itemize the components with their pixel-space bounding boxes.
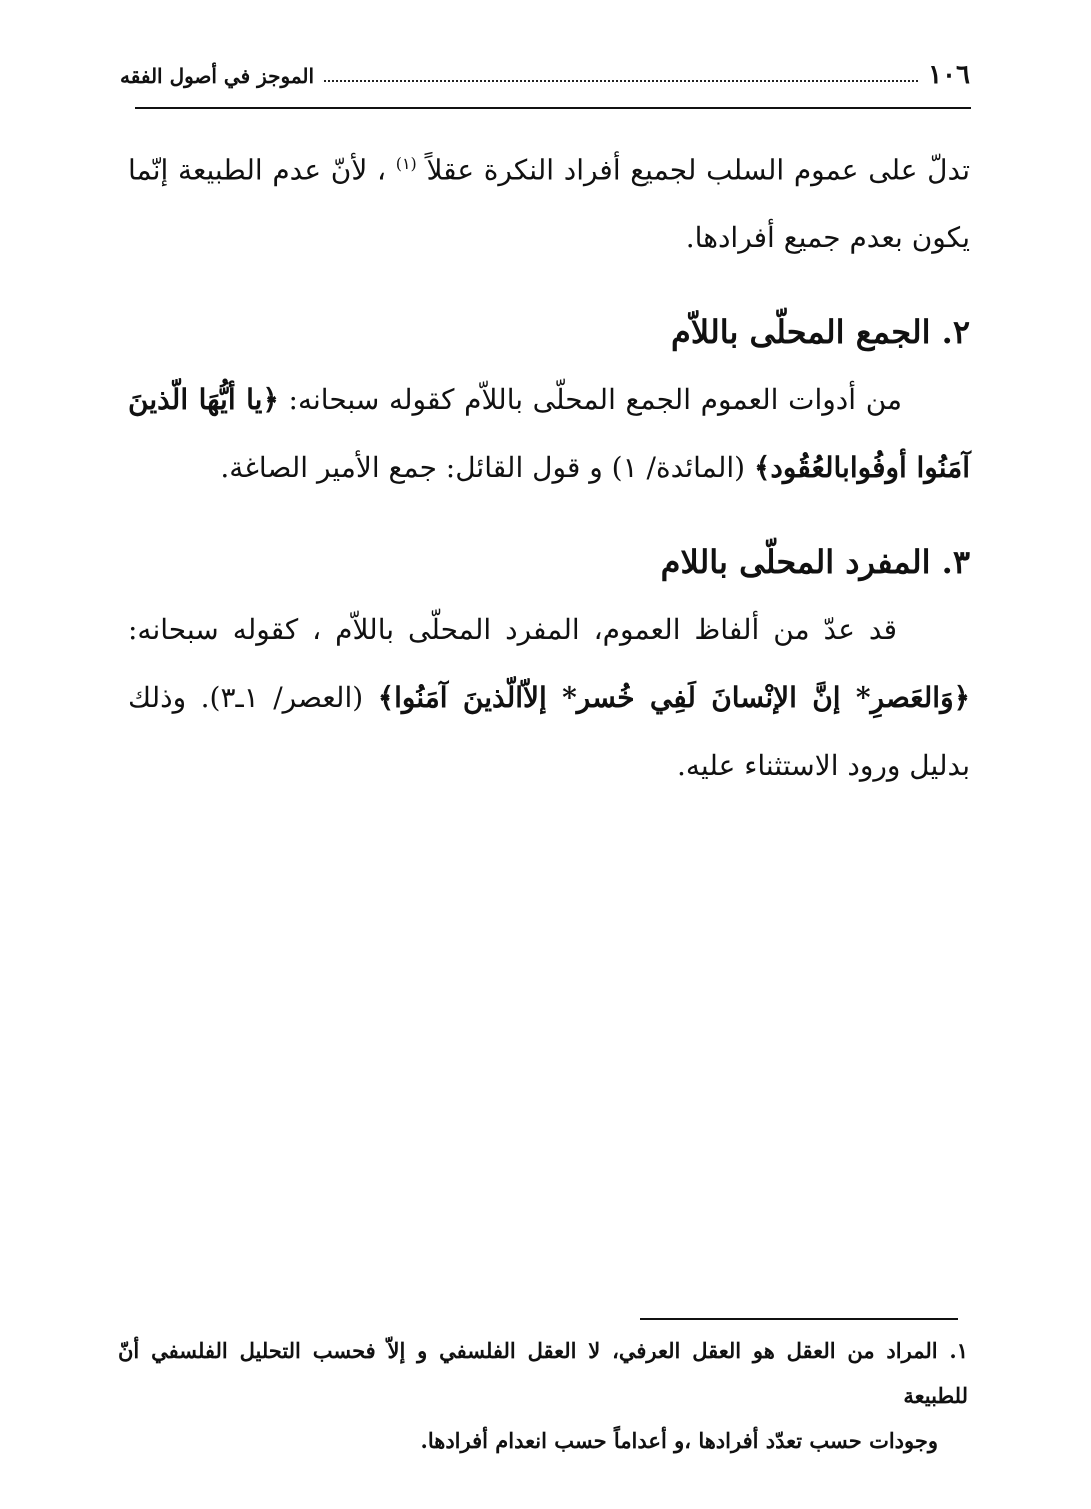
section-heading-3: ٣. المفرد المحلّى باللام [660, 543, 970, 582]
section-heading-2: ٢. الجمع المحلّى باللاّم [671, 313, 970, 352]
footnote-1-line-1: ١. المراد من العقل هو العقل العرفي، لا العقل الفلسفي و إلاّ فحسب التحليل الفلسفي أنّ للطبيعة [118, 1338, 968, 1408]
section-2-quran-verse: ﴿يا أيُّهَا الّذينَ آمَنُوا أوفُوابالعُقُود﴾ [128, 383, 970, 485]
footnote-reference[interactable]: (١) [395, 154, 417, 173]
footnote-separator [640, 1318, 958, 1320]
book-title: الموجز في أصول الفقه [120, 64, 315, 88]
footnotes-area [118, 1328, 968, 1463]
page-number: ١٠٦ [928, 60, 970, 90]
section-2-text-start: من أدوات العموم الجمع المحلّى باللاّم كقوله سبحانه: [288, 383, 903, 417]
section-3-text-start: قد عدّ من ألفاظ العموم، المفرد المحلّى باللاّم ، كقوله سبحانه: [128, 613, 897, 647]
section-3-quran-verse: ﴿وَالعَصرِ* إنَّ الإنْسانَ لَفِي خُسر* إلاّالّذينَ آمَنُوا﴾ [377, 681, 971, 715]
section-3-text-end: (العصر/ ١ـ٣). وذلك بدليل ورود الاستثناء عليه. [128, 681, 970, 783]
page-body [128, 130, 970, 800]
running-header [120, 50, 970, 90]
header-divider [135, 107, 971, 109]
footnote-1 [118, 1328, 968, 1463]
section-2-text-end: (المائدة/ ١) و قول القائل: جمع الأمير الصاغة. [220, 451, 746, 485]
intro-text-start: تدلّ على عموم السلب لجميع أفراد النكرة عقلاً [426, 153, 971, 187]
section-2-paragraph [128, 366, 970, 502]
intro-paragraph [128, 130, 970, 272]
footnote-1-line-2: وجودات حسب تعدّد أفرادها ،و أعداماً حسب انعدام أفرادها. [420, 1428, 938, 1453]
header-dot-leader [324, 79, 918, 82]
intro-text-end: ، لأنّ عدم الطبيعة إنّما يكون بعدم جميع أفرادها. [128, 153, 970, 255]
section-3-paragraph [128, 596, 970, 800]
